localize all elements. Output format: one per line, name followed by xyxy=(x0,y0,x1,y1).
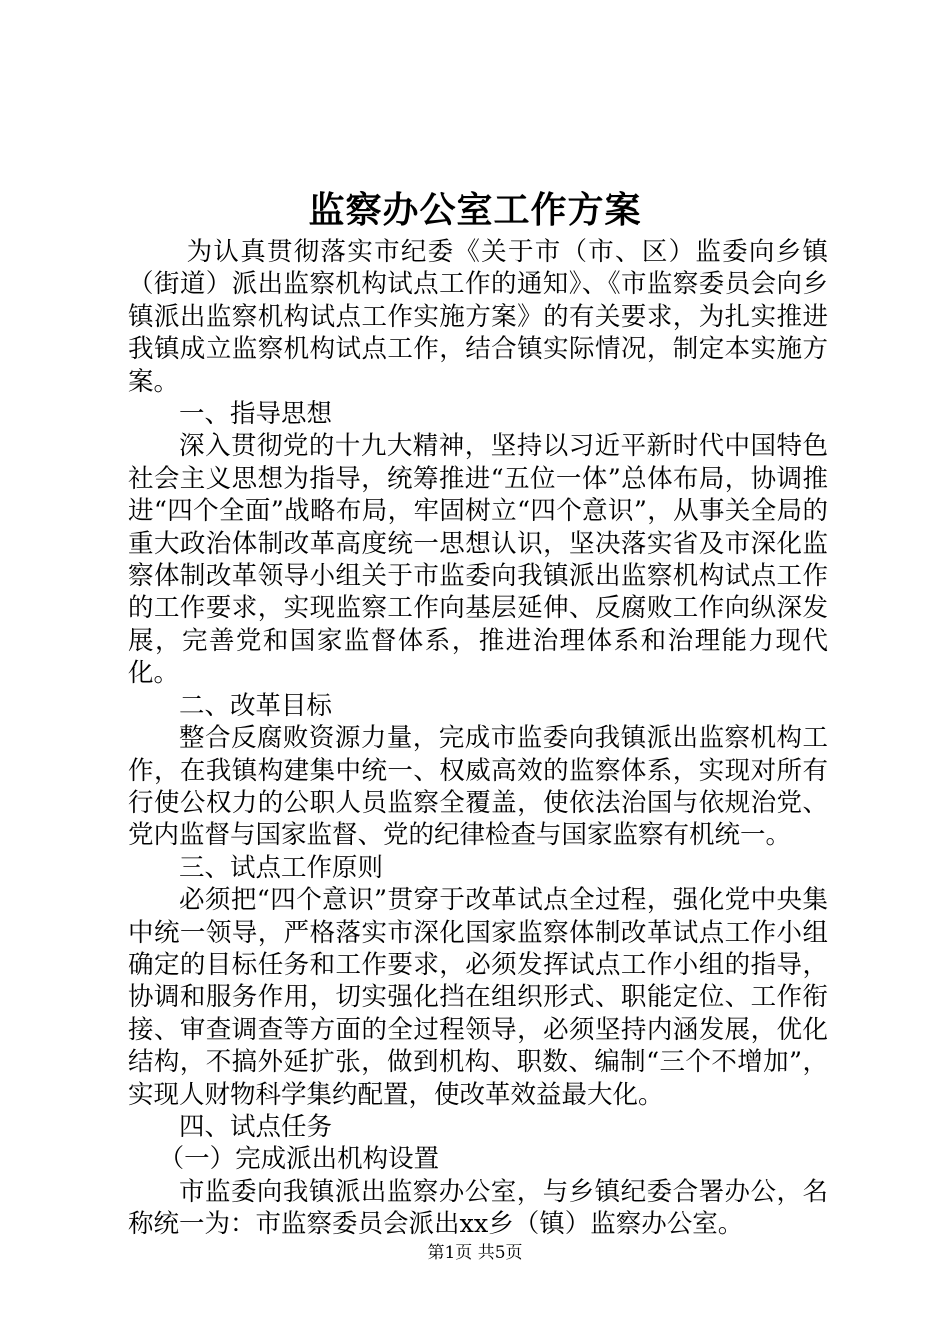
subsection-heading: （一）完成派出机构设置 xyxy=(158,1144,440,1175)
body-paragraph: 必须把“四个意识”贯穿于改革试点全过程，强化党中央集中统一领导，严格落实市深化国家监察体制改革试点工作小组确定的目标任务和工作要求，必须发挥试点工作小组的指导，协调和服务作用，切实强化挡在组织形式、职能定位、工作衔接、审查调查等方面的全过程领导，必须坚持内涵发展，优化结构，不搞外延扩张，做到机构、职数、编制“三个不增加”，实现人财物科学集约配置，使改革效益最大化。 xyxy=(128,885,828,1110)
intro-paragraph: 为认真贯彻落实市纪委《关于市（市、区）监委向乡镇（街道）派出监察机构试点工作的通知》、《市监察委员会向乡镇派出监察机构试点工作实施方案》的有关要求，为扎实推进我镇成立监察机构试点工作，结合镇实际情况，制定本实施方案。 xyxy=(128,237,828,397)
document-title: 监察办公室工作方案 xyxy=(308,189,642,231)
section-heading-principles: 三、试点工作原则 xyxy=(179,852,384,883)
section-heading-tasks: 四、试点任务 xyxy=(179,1111,333,1142)
document-body xyxy=(128,236,828,1241)
section-heading-guiding-thought: 一、指导思想 xyxy=(179,399,333,430)
body-paragraph: 整合反腐败资源力量，完成市监委向我镇派出监察机构工作，在我镇构建集中统一、权威高效的监察体系，实现对所有行使公权力的公职人员监察全覆盖，使依法治国与依规治党、党内监督与国家监督、党的纪律检查与国家监察有机统一。 xyxy=(128,723,828,851)
body-paragraph: 市监委向我镇派出监察办公室，与乡镇纪委合署办公，名称统一为：市监察委员会派出xx乡（镇）监察办公室。 xyxy=(128,1176,828,1240)
body-paragraph: 深入贯彻党的十九大精神，坚持以习近平新时代中国特色社会主义思想为指导，统筹推进“五位一体”总体布局，协调推进“四个全面”战略布局，牢固树立“四个意识”，从事关全局的重大政治体制改革高度统一思想认识，坚决落实省及市深化监察体制改革领导小组关于市监委向我镇派出监察机构试点工作的工作要求，实现监察工作向基层延伸、反腐败工作向纵深发展，完善党和国家监督体系，推进治理体系和治理能力现代化。 xyxy=(128,431,828,689)
section-heading-reform-goal: 二、改革目标 xyxy=(179,690,333,721)
page-footer: 第1页 共5页 xyxy=(427,1243,523,1263)
